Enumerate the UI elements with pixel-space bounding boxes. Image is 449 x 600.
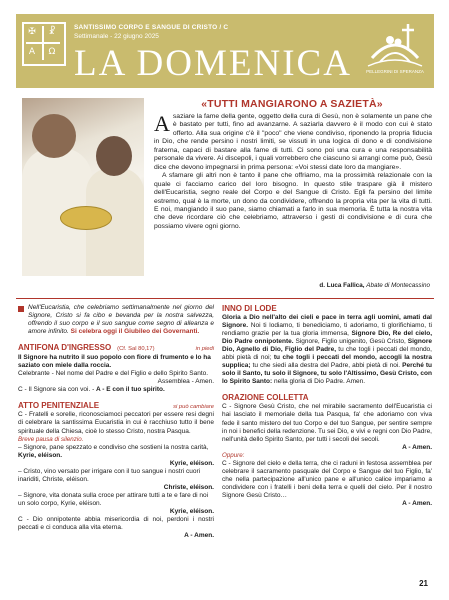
left-column	[18, 304, 214, 540]
silence-rubric: Breve pausa di silenzio.	[18, 435, 84, 443]
inno-heading: INNO DI LODE	[222, 304, 277, 313]
jubilee-text: PELLEGRINI DI SPERANZA	[366, 69, 424, 74]
article-paragraph-1: Asaziare la fame della gente, oggetto della cura di Gesù, non è solamente un pane che è bastato per tutti, fino ad avanzarne. A saziarla davvero è il modo con cui è stato offerto. Alla sua origine c'è il "poco" che viene condiviso, riponendo la propria fiducia in Dio, che rende persino i nostri limiti, se vissuti in una logica di dono e di condivisione fraterna, capaci di bastare alla fame di tutti. Ci sono poi una cura e una responsabilità personale da vivere. Ai discepoli, i quali vorrebbero che ciascuno si arrangi come può, Gesù dice che devono impegnarsi in prima persona: «Voi stessi date loro da mangiare».	[154, 111, 432, 171]
article-paragraph-2: A sfamare gli altri non è tanto il pane che offriamo, ma la prossimità relazionale con la quale ci facciamo carico del loro bisogno. In questo stile traspare già il mistero dell'Eucaristia, segno reale del Corpo e del Sangue di Cristo. Egli fa persino del limite estremo, qual è la morte, un dono da condividere, offrendo la propria vita per la vita di tutti. E noi, mangiando il suo pane, siamo chiamati a farlo in sua memoria. È tutta la nostra vita che deve ricordare ciò che celebriamo, attraverso i gesti di condivisione e di cura che possiamo vivere ogni giorno.	[154, 172, 432, 230]
invocation-2: – Cristo, vino versato per irrigare con il tuo sangue i nostri cuori inariditi, Christe, eléison.	[18, 467, 201, 483]
article-body	[154, 113, 432, 231]
article-signature: d. Luca Fallica, Abate di Montecassino	[319, 282, 430, 289]
colletta-heading: ORAZIONE COLLETTA	[222, 393, 309, 403]
section-divider	[16, 298, 434, 299]
greeting-line: C - Il Signore sia con voi. - A - E con il tuo spirito.	[18, 386, 165, 394]
eucharist-photo	[22, 98, 144, 276]
antifona-text: Il Signore ha nutrito il suo popolo con fiore di frumento e lo ha saziato con miele dalla roccia.	[18, 354, 211, 370]
invocation-1: – Signore, pane spezzato e condiviso che sostieni la nostra carità, Kyrie, eléison.	[18, 443, 209, 459]
invocation-3: – Signore, vita donata sulla croce per attirare tutti a te e fare di noi un solo corpo, Kyrie, eléison.	[18, 491, 209, 507]
response-3: Kyrie, eléison.	[169, 507, 214, 515]
atto-text: C - Fratelli e sorelle, riconosciamoci peccatori per essere resi degni di celebrare la santissima Eucaristia in cui è racchiuso tutto il bene spirituale della Chiesa, cioè lo stesso Cristo, nostra Pasqua.	[18, 411, 214, 435]
colletta-alt-response: A - Amen.	[402, 499, 432, 507]
response-2: Christe, eléison.	[163, 483, 214, 491]
absolution-response: A - Amen.	[184, 532, 214, 540]
oppure-rubric: Oppure:	[222, 451, 245, 459]
liturgical-day: SANTISSIMO CORPO E SANGUE DI CRISTO / C	[74, 24, 229, 31]
jubilee-logo	[362, 18, 428, 80]
celebration-intro: Nell'Eucaristia, che celebriamo settimanalmente nel giorno del Signore, Cristo si fa cibo e bevanda per la nostra salvezza, offrendo il suo corpo e il suo sangue come segno di alleanza e amore infinito. Si celebra oggi il Giubileo dei Governanti.	[18, 304, 214, 336]
atto-penitenziale-heading: ATTO PENITENZIALE si può cambiare	[18, 401, 214, 411]
colletta-alt-text: C - Signore del cielo e della terra, che ci raduni in festosa assemblea per celebrare il sacramento pasquale del Corpo e Sangue del tuo Figlio, fa' che nella partecipazione all'unico pane e all'unico calice impariamo a condividere con i fratelli i beni della terra e quelli del cielo. Per il nostro Signore Gesù Cristo…	[222, 459, 432, 499]
chi-rho-logo: ✠ ☧ Α Ω	[22, 22, 66, 66]
page-number: 21	[419, 579, 428, 588]
jubilee-emblem-icon	[362, 18, 428, 72]
absolution-text: C - Dio onnipotente abbia misericordia di noi, perdoni i nostri peccati e ci conduca alla vita eterna.	[18, 516, 214, 532]
celebrante-line: Celebrante - Nel nome del Padre e del Figlio e dello Spirito Santo.	[18, 370, 209, 378]
issue-date: Settimanale - 22 giugno 2025	[74, 33, 159, 40]
right-column	[222, 304, 432, 508]
article-title: «TUTTI MANGIARONO A SAZIETÀ»	[201, 98, 383, 110]
gloria-text: Gloria a Dio nell'alto dei cieli e pace in terra agli uomini, amati dal Signore. Noi ti lodiamo, ti benediciamo, ti adoriamo, ti glorifichiamo, ti rendiamo grazie per la tua gloria immensa, Signore Dio, Re del cielo, Dio Padre onnipotente. Signore, Figlio unigenito, Gesù Cristo, Signore Dio, Agnello di Dio, Figlio del Padre, tu che togli i peccati del mondo, abbi pietà di noi; tu che togli i peccati del mondo, accogli la nostra supplica; tu che siedi alla destra del Padre, abbi pietà di noi. Perché tu solo il Santo, tu solo il Signore, tu solo l'Altissimo, Gesù Cristo, con lo Spirito Santo: nella gloria di Dio Padre. Amen.	[222, 314, 433, 386]
colletta-response: A - Amen.	[402, 443, 432, 451]
antifona-heading: ANTIFONA D'INGRESSO (Cf. Sal 80,17) in piedi	[18, 343, 214, 353]
bullet-square-icon	[18, 306, 24, 312]
masthead-title: LA DOMENICA	[74, 43, 352, 84]
drop-cap: A	[154, 111, 170, 136]
masthead	[16, 14, 434, 88]
response-1: Kyrie, eléison.	[169, 459, 214, 467]
colletta-text: C - Signore Gesù Cristo, che nel mirabile sacramento dell'Eucaristia ci hai lasciato il memoriale della tua Pasqua, fa' che adoriamo con viva fede il santo mistero del tuo Corpo e del tuo Sangue, per sentire sempre in noi i benefici della redenzione. Tu sei Dio, e vivi e regni con Dio Padre, nell'unità dello Spirito Santo, per tutti i secoli dei secoli.	[222, 403, 432, 443]
assemblea-line: Assemblea - Amen.	[157, 378, 214, 386]
page	[16, 14, 434, 592]
